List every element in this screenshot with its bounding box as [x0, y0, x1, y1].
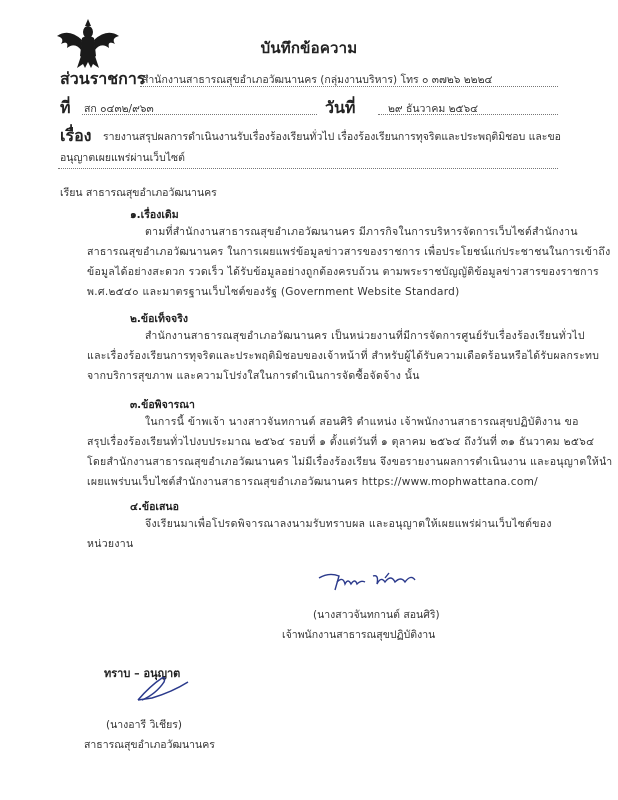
date-label: วันที่: [325, 98, 356, 117]
section-heading: ๔.ข้อเสนอ: [130, 501, 179, 513]
ref-value: สก ๐๔๓๒/๙๖๓: [84, 103, 154, 115]
section-line: จากบริการสุขภาพ และความโปร่งใสในการดำเนินการจัดซื้อจัดจ้าง นั้น: [87, 370, 420, 382]
section-line: ในการนี้ ข้าพเจ้า นางสาวจันทกานต์ สอนศิริ ตำแหน่ง เจ้าพนักงานสาธารณสุขปฏิบัติงาน ขอ: [145, 416, 579, 428]
date-underline: [378, 114, 558, 115]
approver-position: สาธารณสุขอำเภอวัฒนานคร: [84, 739, 215, 751]
memo-title: บันทึกข้อความ: [260, 39, 358, 57]
section-line: และเรื่องร้องเรียนการทุจริตและประพฤติมิชอบของเจ้าหน้าที่ สำหรับผู้ได้รับความเดือดร้อนหรือได้รับผลกระทบ: [87, 350, 600, 362]
signer-position: เจ้าพนักงานสาธารณสุขปฏิบัติงาน: [282, 629, 436, 641]
ref-underline: [82, 114, 317, 115]
approver-name: (นางอารี วิเชียร): [106, 719, 182, 731]
approver-signature: [132, 672, 192, 708]
section-line: ข้อมูลได้อย่างสะดวก รวดเร็ว ได้รับข้อมูลอย่างถูกต้องครบถ้วน ตามพระราชบัญญัติข้อมูลข่าวสารของราชการ: [87, 266, 599, 278]
section-heading: ๑.เรื่องเดิม: [130, 209, 179, 221]
section-line: พ.ศ.๒๕๔๐ และมาตรฐานเว็บไซต์ของรัฐ (Government Website Standard): [87, 286, 460, 298]
signer-name: (นางสาวจันทกานต์ สอนศิริ): [313, 609, 440, 621]
subject-line-2: อนุญาตเผยแพร่ผ่านเว็บไซต์: [60, 152, 185, 164]
section-line: ตามที่สำนักงานสาธารณสุขอำเภอวัฒนานคร มีภารกิจในการบริหารจัดการเว็บไซต์สำนักงาน: [145, 226, 578, 238]
section-line: เผยแพร่บนเว็บไซต์สำนักงานสาธารณสุขอำเภอวัฒนานคร https://www.mophwattana.com/: [87, 476, 538, 488]
subject-line-1: รายงานสรุปผลการดำเนินงานรับเรื่องร้องเรียนทั่วไป เรื่องร้องเรียนการทุจริตและประพฤติมิชอบ และขอ: [103, 131, 561, 143]
section-line: สาธารณสุขอำเภอวัฒนานคร ในการเผยแพร่ข้อมูลข่าวสารของราชการ เพื่อประโยชน์แก่ประชาชนในการเข้าถึง: [87, 246, 611, 258]
section-line: สำนักงานสาธารณสุขอำเภอวัฒนานคร เป็นหน่วยงานที่มีการจัดการศูนย์รับเรื่องร้องเรียนทั่วไป: [145, 330, 585, 342]
subject-label: เรื่อง: [60, 126, 92, 145]
approval-text: ทราบ – อนุญาต: [104, 667, 181, 680]
section-line: จึงเรียนมาเพื่อโปรดพิจารณาลงนามรับทราบผล และอนุญาตให้เผยแพร่ผ่านเว็บไซต์ของ: [145, 518, 552, 530]
section-line: หน่วยงาน: [87, 538, 134, 550]
signer-signature: [315, 570, 425, 600]
section-line: โดยสำนักงานสาธารณสุขอำเภอวัฒนานคร ไม่มีเรื่องร้องเรียน จึงขอรายงานผลการดำเนินงาน และอนุญาตให้นำ: [87, 456, 613, 468]
section-heading: ๒.ข้อเท็จจริง: [130, 313, 188, 325]
salutation: เรียน สาธารณสุขอำเภอวัฒนานคร: [60, 187, 217, 199]
dept-underline: [140, 86, 558, 87]
section-heading: ๓.ข้อพิจารณา: [130, 399, 195, 411]
date-value: ๒๙ ธันวาคม ๒๕๖๔: [388, 103, 479, 115]
section-line: สรุปเรื่องร้องเรียนทั่วไปงบประมาณ ๒๕๖๔ รอบที่ ๑ ตั้งแต่วันที่ ๑ ตุลาคม ๒๕๖๔ ถึงวันที่ ๓๑ ธันวาคม ๒๕๖๔: [87, 436, 595, 448]
subject-rule: [58, 168, 558, 169]
ref-label: ที่: [60, 98, 71, 117]
dept-label: ส่วนราชการ: [60, 69, 146, 88]
dept-value: สำนักงานสาธารณสุขอำเภอวัฒนานคร (กลุ่มงานบริหาร) โทร ๐ ๓๗๒๖ ๒๒๒๔: [142, 74, 493, 86]
